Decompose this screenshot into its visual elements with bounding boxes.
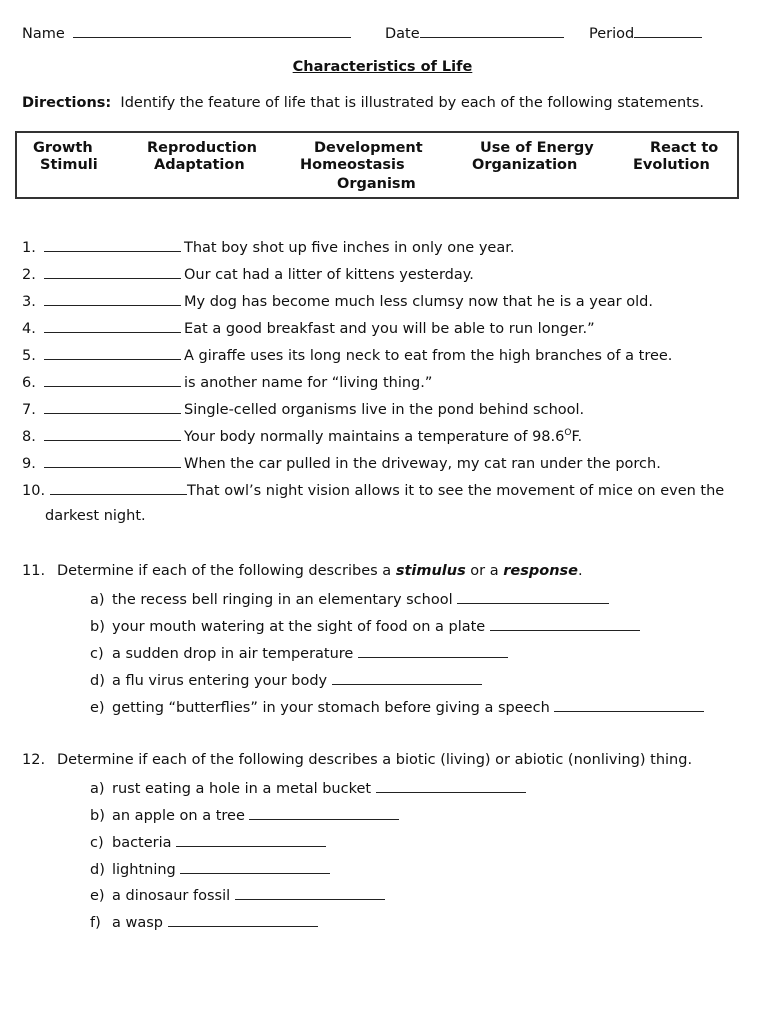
word-use-of-energy: Use of Energy [480,140,594,156]
list-item: 7. Single-celled organisms live in the pond behind school. [22,402,585,418]
answer-blank[interactable] [44,346,181,360]
list-item: 5. A giraffe uses its long neck to eat from the high branches of a tree. [22,348,673,364]
period-label: Period [589,26,635,42]
date-field[interactable] [385,24,564,42]
directions-text: Identify the feature of life that is illustrated by each of the following statements. [120,95,705,111]
answer-blank[interactable] [44,427,181,441]
list-item: a) rust eating a hole in a metal bucket [90,779,526,797]
answer-blank[interactable] [44,238,181,252]
name-blank[interactable] [73,24,351,38]
directions-label: Directions: [22,95,112,111]
list-item: 6. is another name for “living thing.” [22,375,433,391]
list-item: 8. Your body normally maintains a temperature of $98.6^OF$. [22,428,583,445]
answer-blank[interactable] [176,833,326,847]
list-item: c) a sudden drop in air temperature [90,644,508,662]
date-label: Date [385,26,420,42]
answer-blank[interactable] [358,644,508,658]
word-homeostasis: Homeostasis [300,157,405,173]
list-item: 4. Eat a good breakfast and you will be able to run longer.” [22,321,595,337]
question-11: 11. Determine if each of the following describes a stimulus or a response. [22,563,583,579]
name-label: Name [22,26,65,42]
word-stimuli: Stimuli [40,157,98,173]
answer-blank[interactable] [490,617,640,631]
list-item: a) the recess bell ringing in an elementary school [90,590,609,608]
word-adaptation: Adaptation [154,157,245,173]
answer-blank[interactable] [235,886,385,900]
word-reproduction: Reproduction [147,140,257,156]
word-organism: Organism [337,176,416,192]
answer-blank[interactable] [168,913,318,927]
list-item: b) your mouth watering at the sight of food on a plate [90,617,640,635]
list-item-continuation: darkest night. [45,508,146,524]
answer-blank[interactable] [180,860,330,874]
answer-blank[interactable] [554,698,704,712]
word-growth: Growth [33,140,93,156]
directions [22,95,704,111]
period-blank[interactable] [634,24,702,38]
list-item: 1. That boy shot up five inches in only one year. [22,240,515,256]
answer-blank[interactable] [50,481,187,495]
word-evolution: Evolution [633,157,710,173]
answer-blank[interactable] [457,590,609,604]
word-development: Development [314,140,423,156]
answer-blank[interactable] [44,292,181,306]
page-title: Characteristics of Life [292,59,473,75]
answer-blank[interactable] [332,671,482,685]
answer-blank[interactable] [44,265,181,279]
list-item: 2. Our cat had a litter of kittens yesterday. [22,267,474,283]
list-item: 9. When the car pulled in the driveway, my cat ran under the porch. [22,456,661,472]
list-item: f) a wasp [90,913,318,931]
answer-blank[interactable] [44,400,181,414]
answer-blank[interactable] [249,806,399,820]
list-item: d) a flu virus entering your body [90,671,482,689]
date-blank[interactable] [420,24,564,38]
list-item: 10. That owl’s night vision allows it to see the movement of mice on even the [22,483,725,499]
name-field[interactable] [22,24,351,42]
answer-blank[interactable] [376,779,526,793]
list-item: e) getting “butterflies” in your stomach before giving a speech [90,698,704,716]
period-field[interactable] [589,24,702,42]
question-12: 12. Determine if each of the following describes a biotic (living) or abiotic (nonliving) thing. [22,752,693,768]
list-item: c) bacteria [90,833,326,851]
word-organization: Organization [472,157,578,173]
answer-blank[interactable] [44,373,181,387]
word-react-to: React to [650,140,719,156]
list-item: 3. My dog has become much less clumsy now that he is a year old. [22,294,653,310]
answer-blank[interactable] [44,319,181,333]
list-item: b) an apple on a tree [90,806,399,824]
list-item: e) a dinosaur fossil [90,886,385,904]
answer-blank[interactable] [44,454,181,468]
list-item: d) lightning [90,860,330,878]
